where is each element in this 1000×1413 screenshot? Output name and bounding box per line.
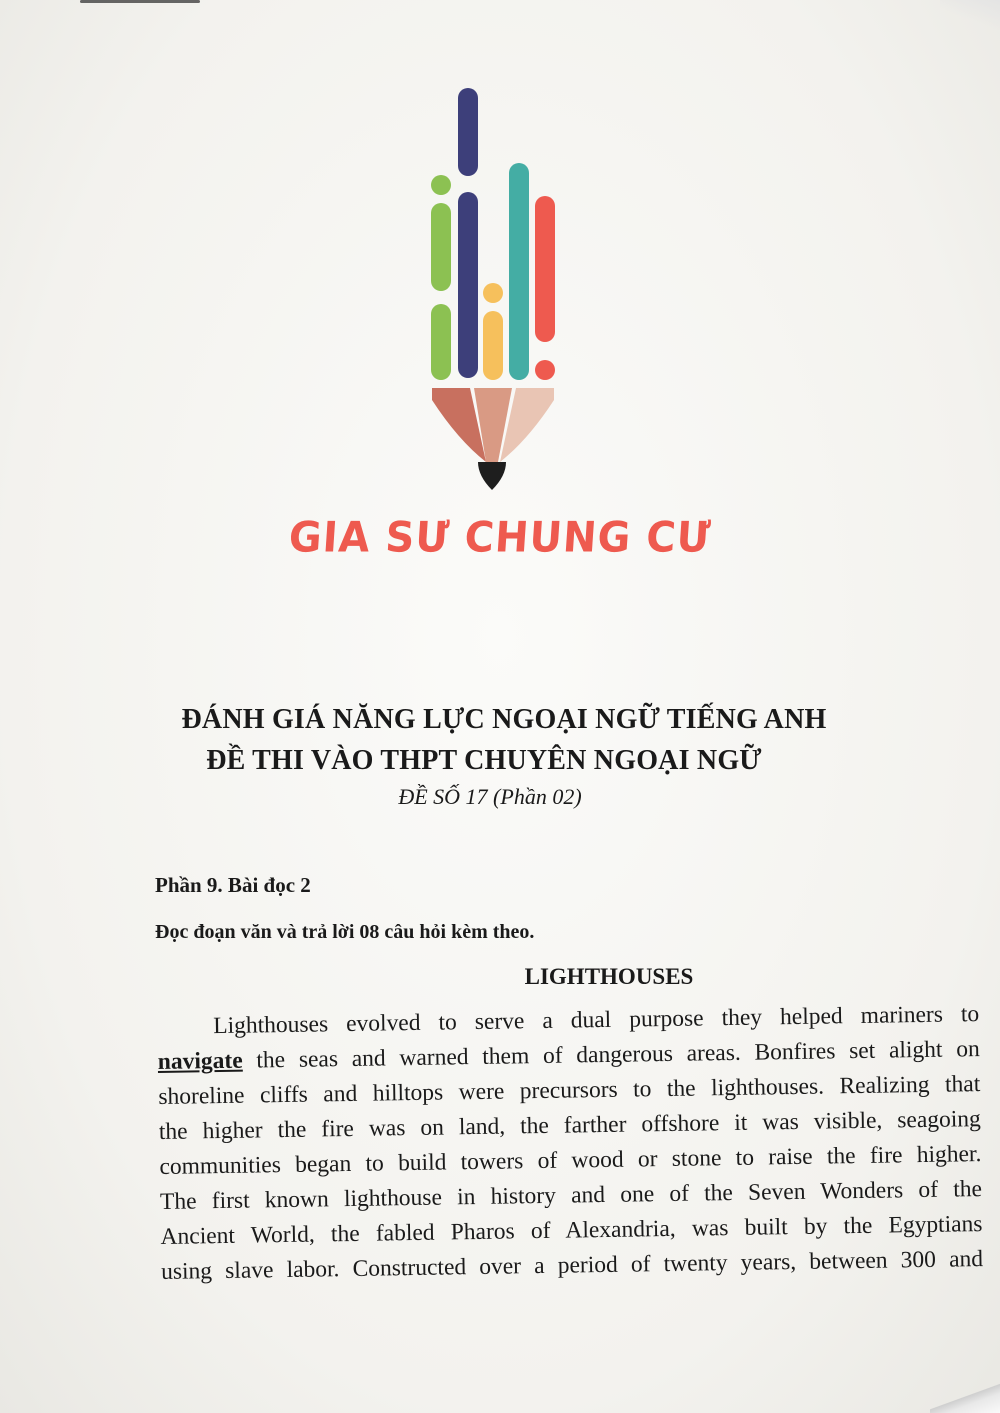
logo-bar-yellow: [483, 311, 503, 380]
passage-line-rest: the seas and warned them of dangerous areas. Bonfires set alight on: [242, 1036, 980, 1074]
scan-edge-corner-top-right: [940, 0, 1000, 30]
logo-bar-green-mid: [431, 203, 451, 291]
exam-number: ĐỀ SỐ 17 (Phần 02): [398, 784, 582, 809]
scan-edge-top: [80, 0, 200, 3]
passage-line: The first known lighthouse in history and one of the Seven Wonders of the: [159, 1176, 983, 1215]
exam-title: ĐÁNH GIÁ NĂNG LỰC NGOẠI NGỮ TIẾNG ANH: [181, 704, 827, 735]
scan-edge-corner-bottom-right: [930, 1373, 1000, 1413]
logo-dot-red: [535, 360, 555, 380]
logo-bar-navy-bottom: [458, 192, 478, 378]
passage-keyword: navigate: [157, 1047, 243, 1075]
passage-line: using slave labor. Constructed over a period of twenty years, between 300 and: [160, 1246, 984, 1285]
brand-name: GIA SƯ CHUNG CƯ: [287, 513, 713, 563]
logo-bar-teal: [509, 163, 529, 380]
passage-line: shoreline cliffs and hilltops were precursors to the lighthouses. Realizing that: [158, 1071, 981, 1110]
reading-title: LIGHTHOUSES: [524, 964, 694, 989]
logo-dot-yellow: [483, 283, 503, 303]
pencil-logo-icon: [380, 80, 620, 500]
logo-lead: [478, 462, 506, 490]
logo-bar-red: [535, 196, 555, 342]
section-heading: Phần 9. Bài đọc 2: [155, 873, 311, 897]
section-instruction: Đọc đoạn văn và trả lời 08 câu hỏi kèm theo.: [155, 921, 535, 943]
logo-bar-navy-top: [458, 88, 478, 176]
reading-passage: [157, 997, 983, 1290]
logo-dot-green: [431, 175, 451, 195]
passage-line: communities began to build towers of wood or stone to raise the fire higher.: [159, 1141, 982, 1180]
passage-line: Ancient World, the fabled Pharos of Alexandria, was built by the Egyptians: [160, 1211, 983, 1250]
logo-bar-green-bottom: [431, 304, 451, 380]
passage-line: Lighthouses evolved to serve a dual purpose they helped mariners to: [213, 1001, 980, 1040]
exam-subtitle: ĐỀ THI VÀO THPT CHUYÊN NGOẠI NGỮ: [206, 745, 762, 776]
passage-line: the higher the fire was on land, the farther offshore it was visible, seagoing: [158, 1106, 982, 1145]
